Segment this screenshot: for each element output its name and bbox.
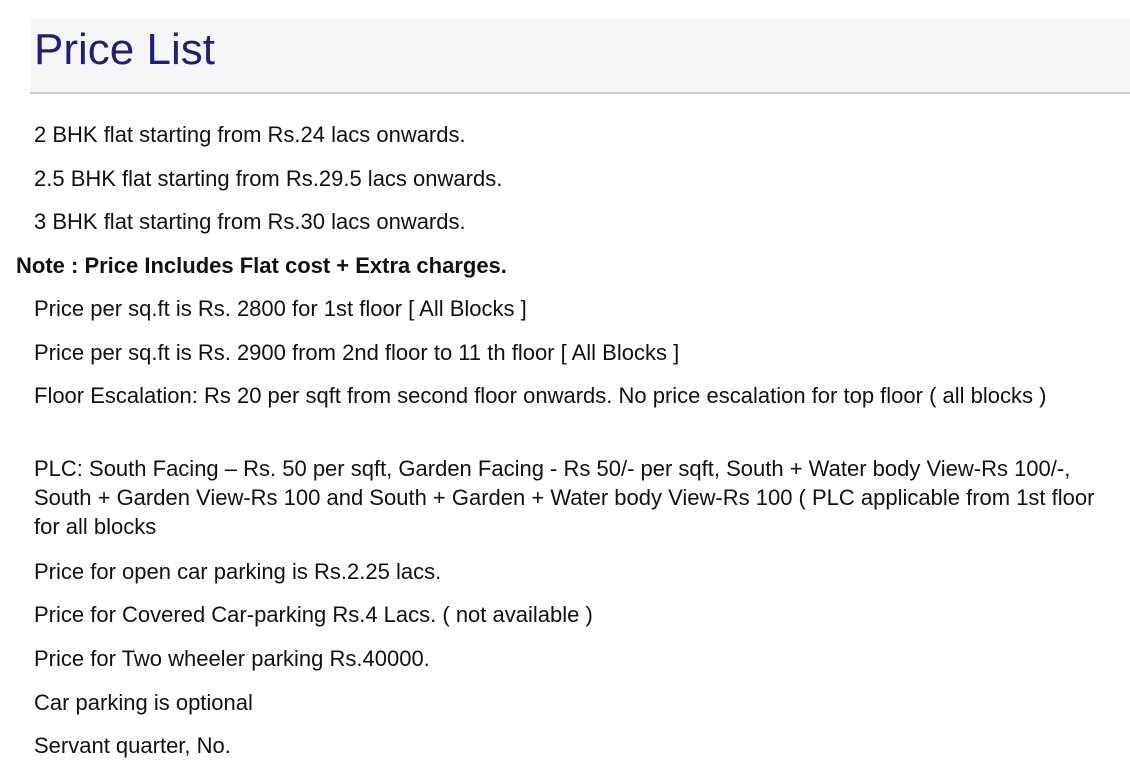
list-item: Floor Escalation: Rs 20 per sqft from second floor onwards. No price escalation for top floor ( all blocks ) [34, 383, 1047, 408]
page-title: Price List [34, 25, 215, 74]
list-item: Car parking is optional [34, 690, 253, 715]
list-item: 2 BHK flat starting from Rs.24 lacs onwards. [34, 122, 466, 147]
list-item: Price per sq.ft is Rs. 2800 for 1st floor [ All Blocks ] [34, 296, 527, 321]
list-item: Servant quarter, No. [34, 733, 231, 758]
list-item: Price for Covered Car-parking Rs.4 Lacs. ( not available ) [34, 602, 593, 627]
list-item: PLC: South Facing – Rs. 50 per sqft, Garden Facing - Rs 50/- per sqft, South + Water body View-Rs 100/-, South + Garden View-Rs 100 and South + Garden + Water body View-Rs 100 ( PLC applicable from 1st floor for all blocks [34, 456, 1095, 539]
price-note: Note : Price Includes Flat cost + Extra charges. [16, 253, 507, 278]
page-header [30, 18, 1130, 94]
list-item: Price for open car parking is Rs.2.25 lacs. [34, 559, 442, 584]
list-item: 2.5 BHK flat starting from Rs.29.5 lacs onwards. [34, 166, 503, 191]
list-item: Price per sq.ft is Rs. 2900 from 2nd floor to 11 th floor [ All Blocks ] [34, 340, 680, 365]
list-item: Price for Two wheeler parking Rs.40000. [34, 646, 430, 671]
list-item: 3 BHK flat starting from Rs.30 lacs onwards. [34, 209, 466, 234]
